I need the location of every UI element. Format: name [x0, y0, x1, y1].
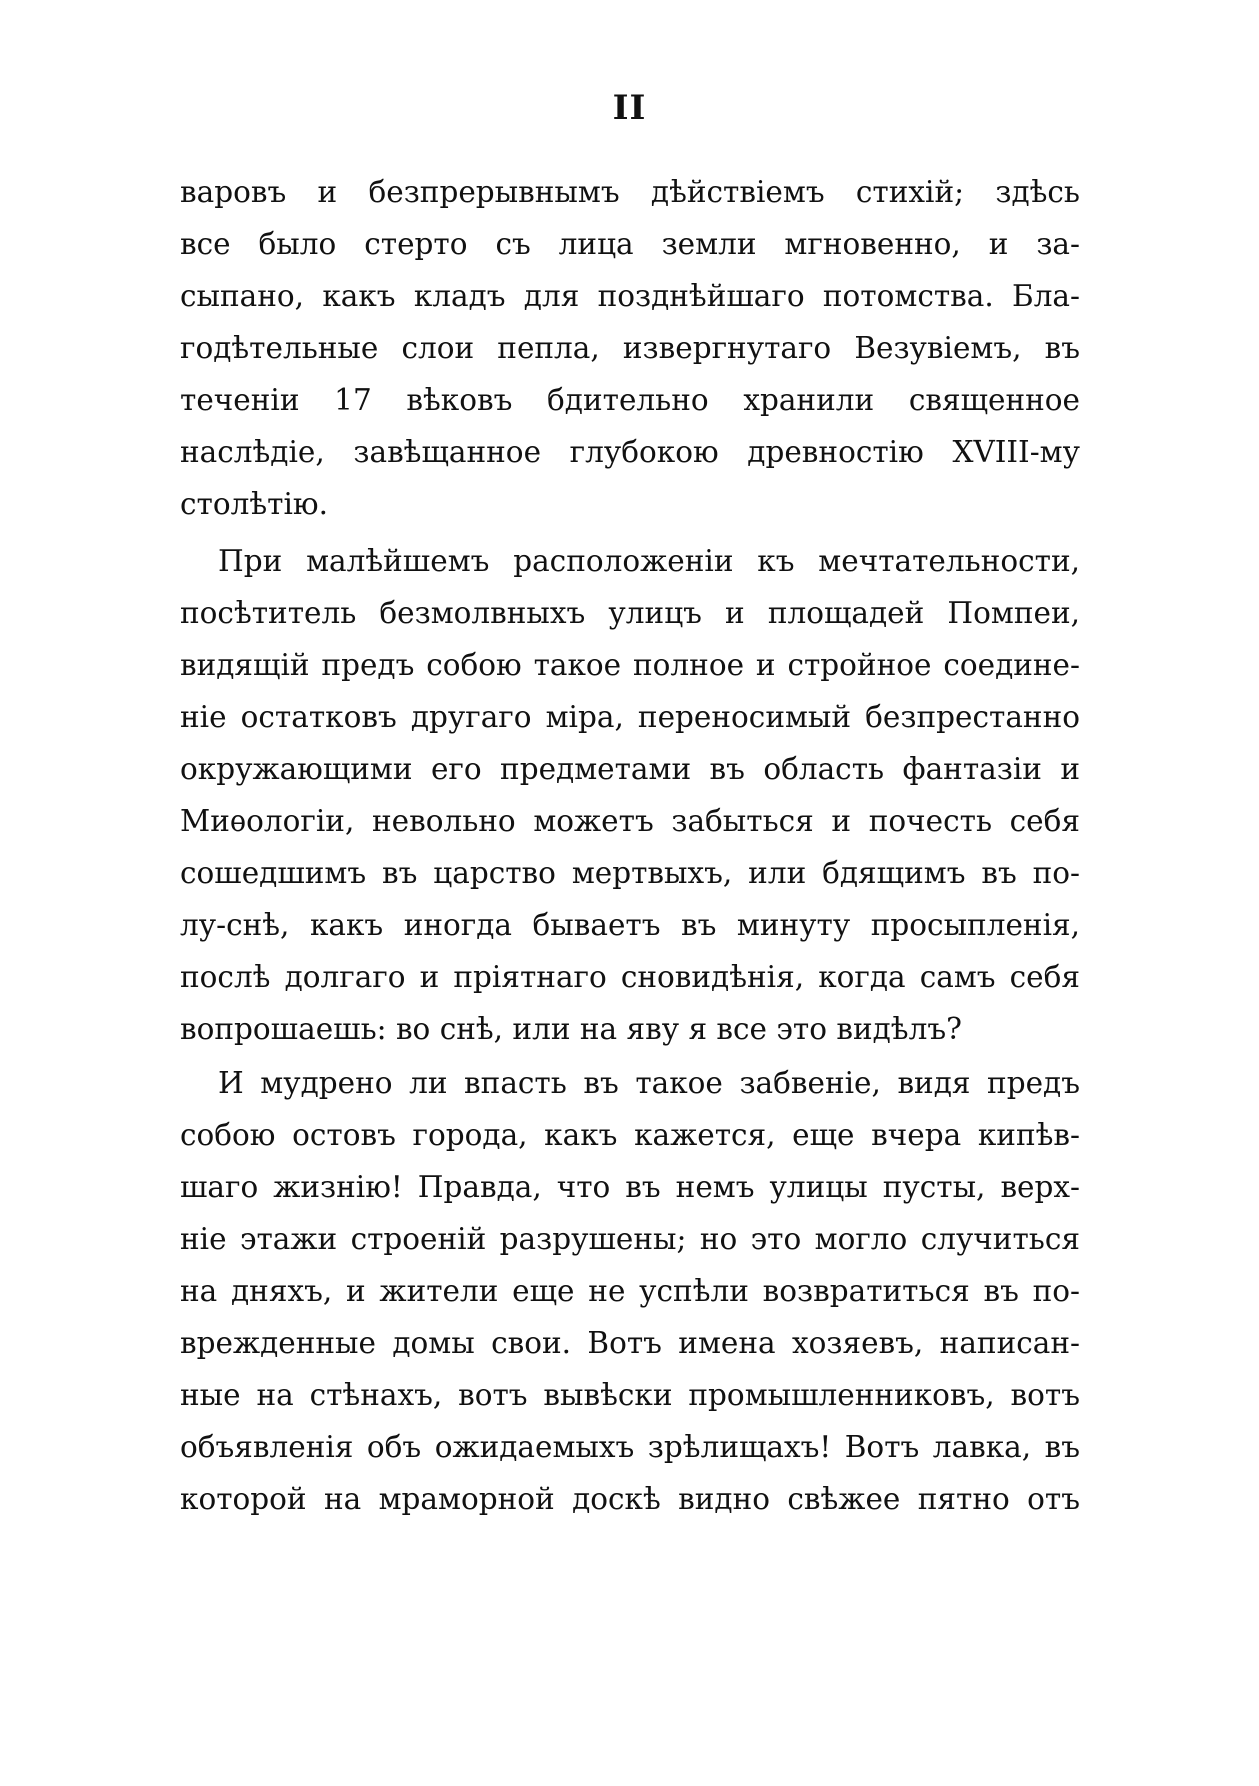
text-line: наслѣдіе, завѣщанное глубокою древностію XVIII-му	[180, 435, 1080, 469]
text-line: ніе остатковъ другаго міра, переносимый безпрестанно	[180, 700, 1080, 734]
text-line: ніе этажи строеній разрушены; но это могло случиться	[180, 1222, 1080, 1256]
text-line: сыпано, какъ кладъ для позднѣйшаго потомства. Бла-	[180, 279, 1080, 313]
text-line: И мудрено ли впасть въ такое забвеніе, видя предъ	[218, 1066, 1080, 1100]
text-line: варовъ и безпрерывнымъ дѣйствіемъ стихій; здѣсь	[180, 175, 1080, 209]
paragraph-3	[180, 1057, 1080, 1525]
text-line: лу-снѣ, какъ иногда бываетъ въ минуту просыпленія,	[180, 908, 1080, 942]
text-line: объявленія объ ожидаемыхъ зрѣлищахъ! Вотъ лавка, въ	[180, 1430, 1080, 1464]
text-line: столѣтію.	[180, 487, 328, 521]
text-line: посѣтитель безмолвныхъ улицъ и площадей Помпеи,	[180, 596, 1080, 630]
text-line: вопрошаешь: во снѣ, или на яву я все это видѣлъ?	[180, 1012, 962, 1046]
text-line: которой на мраморной доскѣ видно свѣжее пятно отъ	[180, 1482, 1080, 1516]
text-line: годѣтельные слои пепла, извергнутаго Везувіемъ, въ	[180, 331, 1080, 365]
text-line: на дняхъ, и жители еще не успѣли возвратиться въ по-	[180, 1274, 1080, 1308]
paragraph-2	[180, 535, 1080, 1055]
text-line: При малѣйшемъ расположеніи къ мечтательности,	[218, 544, 1080, 578]
text-line: Миѳологіи, невольно можетъ забыться и почесть себя	[180, 804, 1080, 838]
text-line: собою остовъ города, какъ кажется, еще вчера кипѣв-	[180, 1118, 1080, 1152]
text-line: окружающими его предметами въ область фантазіи и	[180, 752, 1080, 786]
text-line: шаго жизнію! Правда, что въ немъ улицы пусты, верх-	[180, 1170, 1080, 1204]
text-line: видящій предъ собою такое полное и стройное соедине-	[180, 648, 1080, 682]
text-line: ные на стѣнахъ, вотъ вывѣски промышленниковъ, вотъ	[180, 1378, 1080, 1412]
text-line: послѣ долгаго и пріятнаго сновидѣнія, когда самъ себя	[180, 960, 1080, 994]
text-line: все было стерто съ лица земли мгновенно, и за-	[180, 227, 1080, 261]
page-number: II	[612, 88, 647, 128]
text-line: врежденные домы свои. Вотъ имена хозяевъ, написан-	[180, 1326, 1080, 1360]
text-line: сошедшимъ въ царство мертвыхъ, или бдящимъ въ по-	[180, 856, 1080, 890]
text-line: теченіи 17 вѣковъ бдительно хранили священное	[180, 383, 1080, 417]
paragraph-1	[180, 166, 1080, 530]
